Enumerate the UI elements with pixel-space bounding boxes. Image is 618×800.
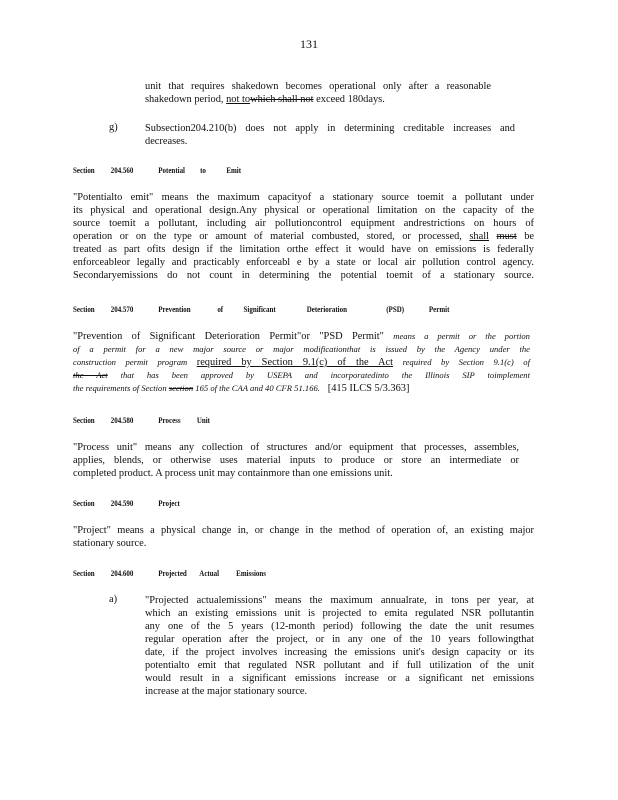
definition-potential-to-emit: "Potentialto emit" means the maximum capacityof a stationary source toemit a pollutant under its physical and operational design.Any physical or operational limitation on the capacity of the source toemit a pollutant, including air pollutioncontrol equipment andrestrictions on hours of operation or on the type or amount of material combusted, stored, or processed, shall must be treated as part ofits design if the limitation orthe effect it would have on emissions is federally enforceableor legally and practicably enforceabl e by a state or local air pollution control agency. Secondaryemissions do not count in determining the potential toemit of a stationary source.	[73, 192, 535, 281]
definition-psd-permit: "Prevention of Significant Deterioration Permit"or "PSD Permit" means a permit or the portion of a permit for a new major source or major modificationthat is issued by the Agency under the construction permit program required by Section 9.1(c) of the Act required by Section 9.1(c) of the Act that has been approved by USEPA and incorporatedinto the Illinois SIP toimplement the requirements of Section section 165 of the CAA and 40 CFR 51.166. [415 ILCS 5/3.363]	[73, 331, 530, 394]
section-heading-204-560: Section 204.560 Potential to Emit	[73, 165, 242, 175]
definition-process-unit: "Process unit" means any collection of structures and/or equipment that processes, assembles, applies, blends, or otherwise uses material inputs to produce or store an intermediate or completed product. A process unit may containmore than one emissions unit.	[73, 442, 519, 479]
item-g-label: g)	[109, 122, 118, 133]
section-heading-204-570: Section 204.570 Prevention of Significant Deterioration (PSD) Permit	[73, 304, 450, 314]
definition-project: "Project" means a physical change in, or change in the method of operation of, an existing major stationary source.	[73, 525, 534, 549]
definition-projected-actual-emissions: "Projected actualemissions" means the maximum annualrate, in tons per year, at which an existing emissions unit is projected to emita regulated NSR pollutantin any one of the 5 years (12-month period) following the date the unit resumes regular operation after the project, or in any one of the 10 years followingthat date, if the project involves increasing the emissions unit's design capacity or its potentialto emit that regulated NSR pollutant and if full utilization of the unit would result in a significant emissions increase or a significant net emissions increase at the major stationary source.	[145, 595, 534, 697]
continuation-paragraph	[145, 80, 491, 106]
section-heading-204-590: Section 204.590 Project	[73, 498, 180, 508]
para-line: shakedown period, not towhich shall not exceed 180days.	[145, 94, 385, 105]
section-heading-204-600: Section 204.600 Projected Actual Emissions	[73, 568, 267, 578]
page-number: 131	[300, 37, 318, 51]
item-a-label: a)	[109, 594, 118, 605]
item-g-text: Subsection204.210(b) does not apply in determining creditable increases and decreases.	[145, 123, 515, 147]
section-heading-204-580: Section 204.580 Process Unit	[73, 415, 210, 425]
para-line: unit that requires shakedown becomes operational only after a reasonable	[145, 81, 491, 92]
